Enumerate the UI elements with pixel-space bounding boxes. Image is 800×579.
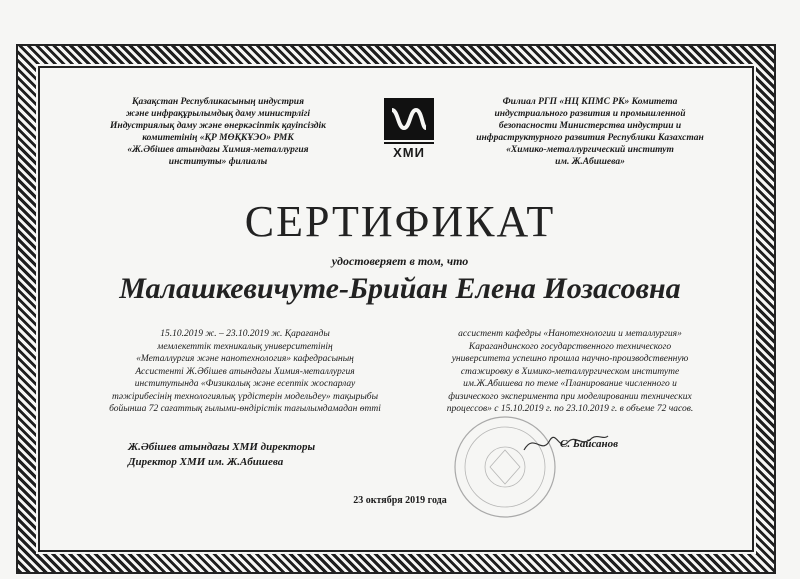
header-left-line: Қазақстан Республикасының индустрия [132,97,304,107]
body-right-line: процессов» с 15.10.2019 г. по 23.10.2019 г. в объеме 72 часов. [446,404,694,414]
issuer-header-kazakh [88,96,348,168]
body-right-line: Карагандинского государственного технического [468,341,672,352]
header-right-line: индустриального развития и промышленной [494,109,686,119]
certificate-title: СЕРТИФИКАТ [244,197,556,246]
recipient-name: Малашкевичуте-Брийан Елена Иозасовна [119,272,681,305]
logo-mark-icon [384,98,434,140]
body-right-line: ассистент кафедры «Нанотехнологии и металлургия» [458,329,682,339]
signatory-name: С. Байсанов [560,438,619,450]
issuer-header-russian [470,96,710,168]
header-right-line: инфраструктурного развития Республики Казахстан [476,133,704,143]
header-right-line: Филиал РГП «НЦ КПМС РК» Комитета [502,97,678,107]
body-left-line: «Металлургия және нанотехнология» кафедрасының [136,354,354,364]
body-left-line: 15.10.2019 ж. – 23.10.2019 ж. Қарағанды [160,329,330,339]
header-left-line: «Ж.Әбішев атындағы Химия-металлургия [127,145,309,155]
body-text-russian [410,328,730,416]
body-left-line: тәжірибесінің технологиялық үрдістерін модельдеу» тақырыбы [111,391,378,402]
header-left-line: және инфрақұрылымдық даму министрлігі [126,109,310,119]
header-right-line: безопасности Министерства индустрии и [498,121,682,131]
header-left-line: Индустриялық даму және өнеркәсіптік қауіпсіздік [110,121,326,131]
body-left-line: мемлекеттік техникалық университетінің [157,341,333,352]
signatory-titles [128,440,368,470]
body-right-line: стажировку в Химико-металлургическом институте [460,366,680,377]
header-right-line: им. Ж.Абишева» [555,157,625,167]
signatory-title-russian: Директор ХМИ им. Ж.Абишева [128,456,284,468]
signatory-title-kazakh: Ж.Әбішев атындағы ХМИ директоры [128,441,316,453]
institute-logo [384,98,434,162]
header-left-line: институты» филиалы [168,157,268,167]
body-text-kazakh [80,328,410,416]
issue-date: 23 октября 2019 года [353,495,447,506]
body-left-line: институтында «Физикалық және есептік жоспарлау [134,379,356,389]
logo-text: ХМИ [384,142,434,160]
body-right-line: физического эксперимента при моделировании технических [448,391,692,402]
header-left-line: комитетінің «ҚР МӨҚКҰЭО» РМК [142,133,294,143]
body-right-line: им.Ж.Абишева по теме «Планирование численного и [463,379,677,389]
body-left-line: Ассистенті Ж.Әбішев атындағы Химия-металлургия [135,366,355,377]
certificate-subtitle: удостоверяет в том, что [331,254,469,268]
header-right-line: «Химико-металлургический институт [506,145,674,155]
body-left-line: бойынша 72 сағаттық ғылыми-өндірістік тағылымдамадан өтті [109,404,381,414]
body-right-line: университета успешно прошла научно-производственную [451,354,689,364]
